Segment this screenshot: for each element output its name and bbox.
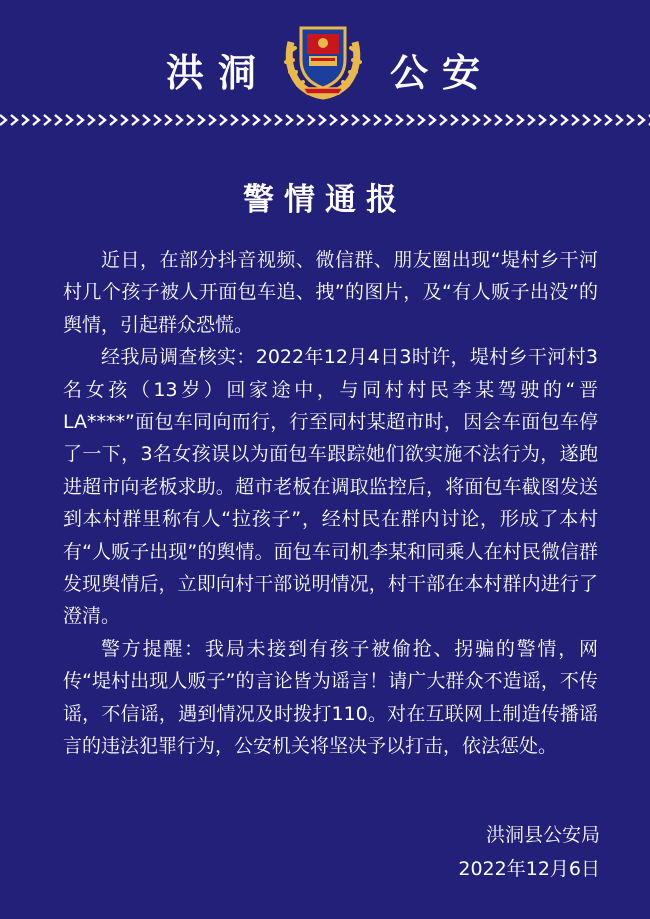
paragraph-3: 警方提醒：我局未接到有孩子被偷抢、拐骗的警情，网传“堤村出现人贩子”的言论皆为谣言！请广大群众不造谣，不传谣，不信谣，遇到情况及时拨打110。对在互联网上制造传播谣言的违法犯罪行为，公安机关将坚决予以打击，依法惩处。 [63, 637, 598, 758]
divider-chevron [319, 115, 325, 125]
divider-chevron [231, 115, 237, 125]
divider-chevron [308, 115, 314, 125]
divider-chevron [99, 115, 105, 125]
divider-chevron [594, 115, 600, 125]
divider-chevron [44, 115, 50, 125]
police-emblem-icon [281, 14, 365, 100]
signature-block [458, 818, 600, 886]
header-left-text: 洪洞 [166, 51, 271, 95]
divider-chevron [429, 115, 435, 125]
divider-chevron [264, 115, 270, 125]
header-right-text: 公安 [390, 51, 495, 95]
divider-chevron [165, 115, 171, 125]
divider-chevron [55, 115, 61, 125]
divider-chevron [275, 115, 281, 125]
notice-body [63, 244, 598, 763]
divider-chevron [374, 115, 380, 125]
divider-chevron [506, 115, 512, 125]
divider-chevron [110, 115, 116, 125]
divider-chevron [352, 115, 358, 125]
divider-chevron [539, 115, 545, 125]
divider-chevron [451, 115, 457, 125]
divider-chevron [495, 115, 501, 125]
divider-chevron [396, 115, 402, 125]
divider-chevron [33, 115, 39, 125]
divider-chevron [11, 115, 17, 125]
divider-chevron [341, 115, 347, 125]
divider-chevron [484, 115, 490, 125]
signature-date: 2022年12月6日 [458, 858, 600, 880]
divider-chevron [286, 115, 292, 125]
divider-chevron [561, 115, 567, 125]
paragraph-1: 近日，在部分抖音视频、微信群、朋友圈出现“堤村乡干河村几个孩子被人开面包车追、拽”的图片，及“有人贩子出没”的舆情，引起群众恐慌。 [63, 249, 598, 336]
divider-chevron [517, 115, 523, 125]
divider-chevron [143, 115, 149, 125]
divider-chevron [418, 115, 424, 125]
header-banner [0, 0, 650, 110]
divider-chevron [528, 115, 534, 125]
divider-chevron [121, 115, 127, 125]
decorative-divider [0, 112, 650, 128]
divider-chevron [440, 115, 446, 125]
divider-chevron [572, 115, 578, 125]
divider-chevron [66, 115, 72, 125]
divider-chevron [407, 115, 413, 125]
divider-chevron [583, 115, 589, 125]
divider-chevron [297, 115, 303, 125]
signature-org: 洪洞县公安局 [485, 824, 600, 846]
divider-chevron [330, 115, 336, 125]
divider-chevron [605, 115, 611, 125]
divider-chevron [253, 115, 259, 125]
page-title: 警情通报 [243, 182, 407, 218]
divider-chevron [187, 115, 193, 125]
divider-chevron [198, 115, 204, 125]
divider-chevron [363, 115, 369, 125]
divider-chevron [154, 115, 160, 125]
divider-chevron [132, 115, 138, 125]
divider-chevron [638, 115, 644, 125]
divider-chevron [22, 115, 28, 125]
divider-chevron [88, 115, 94, 125]
divider-chevron [627, 115, 633, 125]
divider-chevron [473, 115, 479, 125]
divider-chevron [176, 115, 182, 125]
divider-chevron [242, 115, 248, 125]
divider-chevron [462, 115, 468, 125]
divider-chevron [616, 115, 622, 125]
divider-chevron [550, 115, 556, 125]
divider-chevron [0, 115, 6, 125]
paragraph-2: 经我局调查核实：2022年12月4日3时许，堤村乡干河村3名女孩（13岁）回家途中，与同村村民李某驾驶的“晋LA****”面包车同向而行，行至同村某超市时，因会车面包车停了一下，3名女孩误以为面包车跟踪她们欲实施不法行为，遂跑进超市向老板求助。超市老板在调取监控后，将面包车截图发送到本村群里称有人“拉孩子”，经村民在群内讨论，形成了本村有“人贩子出现”的舆情。面包车司机李某和同乘人在村民微信群发现舆情后，立即向村干部说明情况，村干部在本村群内进行了澄清。 [63, 346, 598, 628]
divider-chevron [220, 115, 226, 125]
divider-chevron [77, 115, 83, 125]
divider-chevron [209, 115, 215, 125]
divider-chevron [385, 115, 391, 125]
